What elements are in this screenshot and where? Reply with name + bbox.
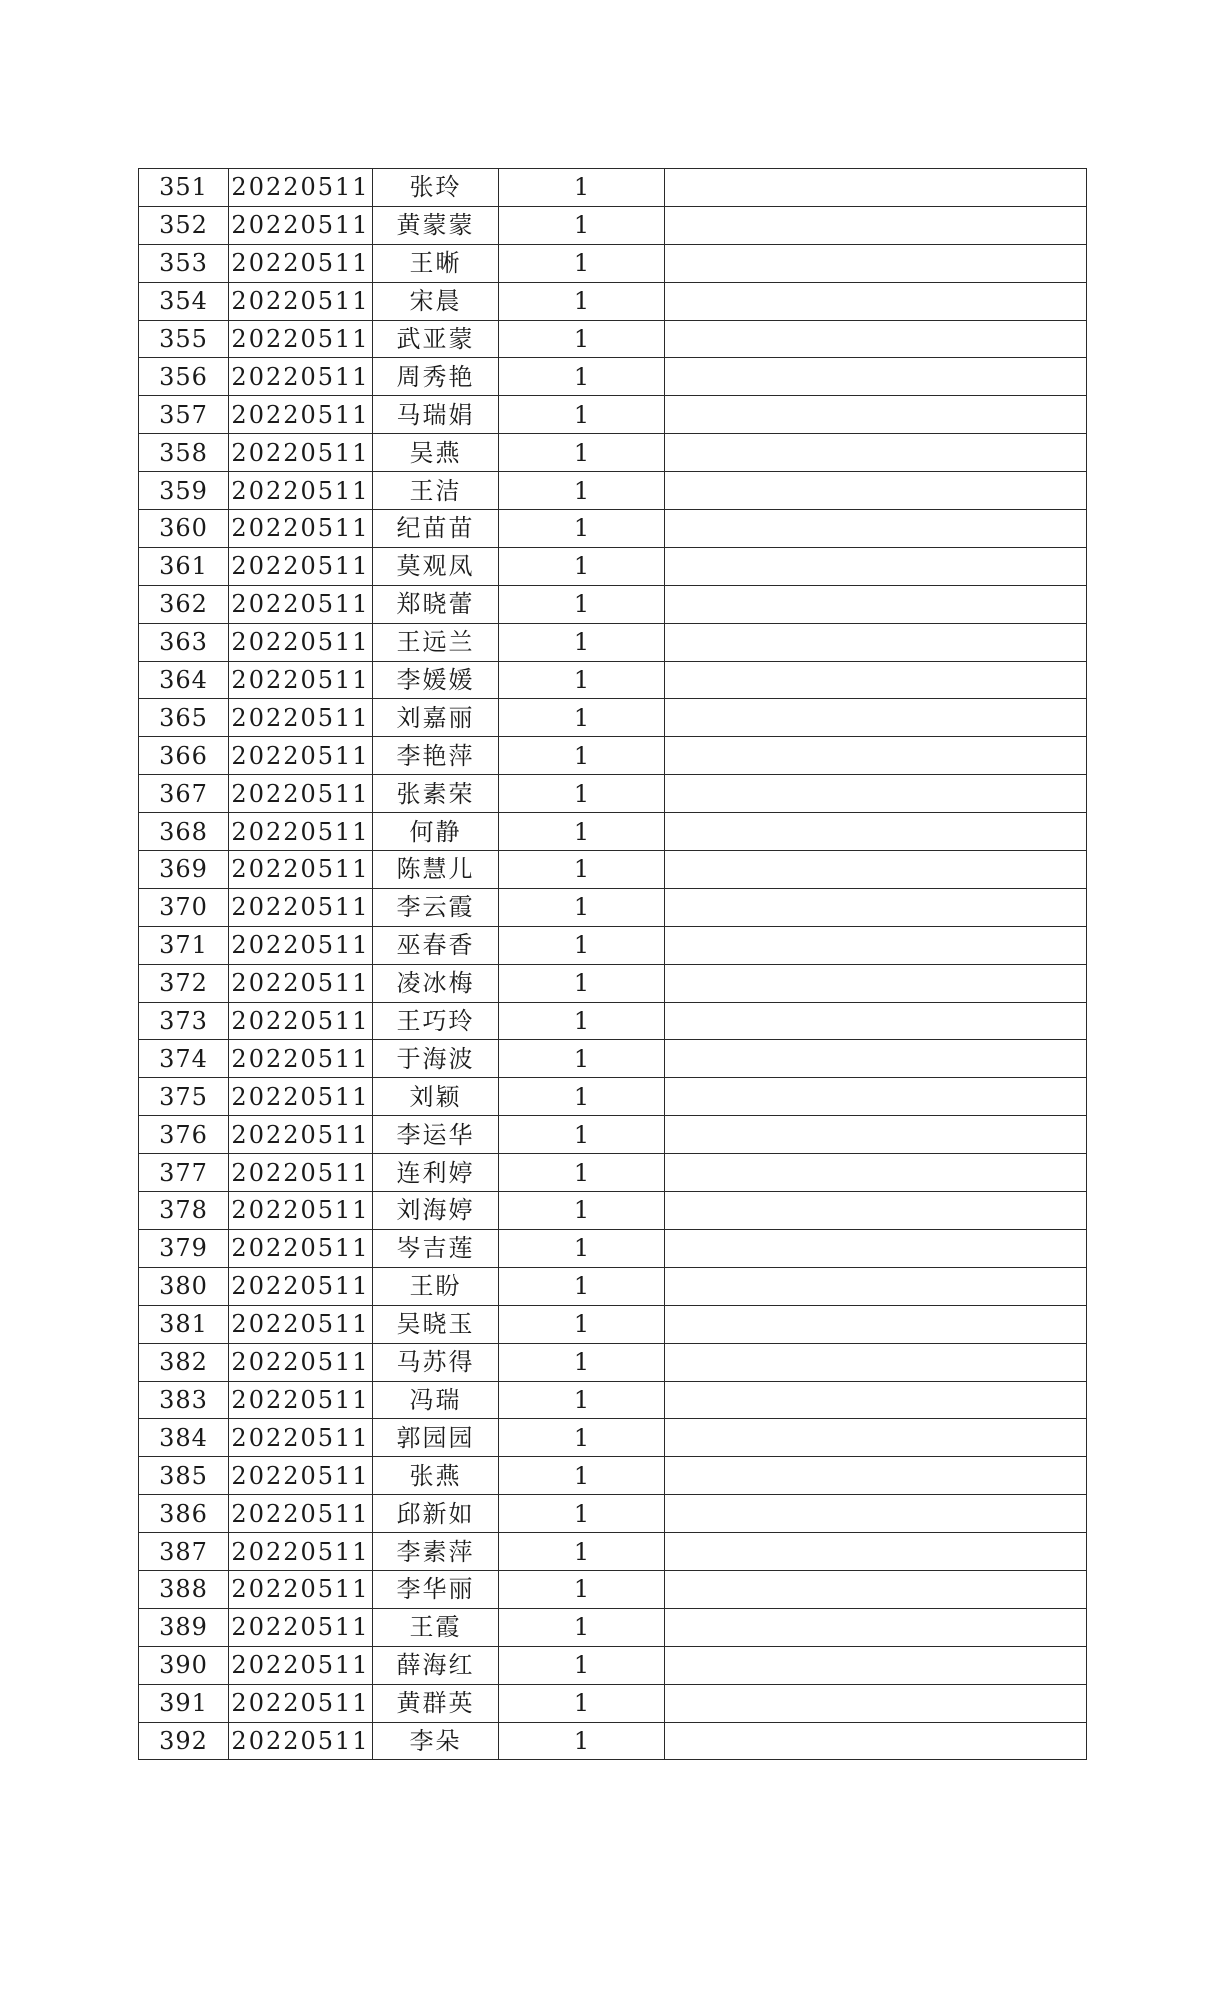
count-cell: 1 xyxy=(499,851,665,889)
person-name-cell: 薛海红 xyxy=(373,1646,499,1684)
batch-code-cell: 20220511 xyxy=(229,1078,373,1116)
row-number-cell: 382 xyxy=(139,1343,229,1381)
row-number-cell: 351 xyxy=(139,169,229,207)
note-cell xyxy=(665,244,1087,282)
row-number-cell: 363 xyxy=(139,623,229,661)
note-cell xyxy=(665,1040,1087,1078)
person-name-cell: 周秀艳 xyxy=(373,358,499,396)
count-cell: 1 xyxy=(499,206,665,244)
count-cell: 1 xyxy=(499,1343,665,1381)
count-cell: 1 xyxy=(499,699,665,737)
table-row xyxy=(139,964,1087,1002)
note-cell xyxy=(665,1078,1087,1116)
count-cell: 1 xyxy=(499,1608,665,1646)
batch-code-cell: 20220511 xyxy=(229,964,373,1002)
row-number-cell: 369 xyxy=(139,851,229,889)
table-row xyxy=(139,510,1087,548)
note-cell xyxy=(665,775,1087,813)
person-name-cell: 刘海婷 xyxy=(373,1192,499,1230)
note-cell xyxy=(665,661,1087,699)
note-cell xyxy=(665,1419,1087,1457)
table-row xyxy=(139,1608,1087,1646)
row-number-cell: 356 xyxy=(139,358,229,396)
batch-code-cell: 20220511 xyxy=(229,1229,373,1267)
row-number-cell: 391 xyxy=(139,1684,229,1722)
row-number-cell: 373 xyxy=(139,1002,229,1040)
batch-code-cell: 20220511 xyxy=(229,547,373,585)
table-row xyxy=(139,1570,1087,1608)
person-name-cell: 马苏得 xyxy=(373,1343,499,1381)
count-cell: 1 xyxy=(499,169,665,207)
count-cell: 1 xyxy=(499,1457,665,1495)
note-cell xyxy=(665,585,1087,623)
row-number-cell: 371 xyxy=(139,926,229,964)
person-name-cell: 李艳萍 xyxy=(373,737,499,775)
person-name-cell: 吴晓玉 xyxy=(373,1305,499,1343)
note-cell xyxy=(665,1305,1087,1343)
note-cell xyxy=(665,1684,1087,1722)
note-cell xyxy=(665,396,1087,434)
row-number-cell: 372 xyxy=(139,964,229,1002)
row-number-cell: 383 xyxy=(139,1381,229,1419)
note-cell xyxy=(665,1495,1087,1533)
note-cell xyxy=(665,1116,1087,1154)
person-name-cell: 莫观凤 xyxy=(373,547,499,585)
person-name-cell: 王盼 xyxy=(373,1267,499,1305)
batch-code-cell: 20220511 xyxy=(229,244,373,282)
batch-code-cell: 20220511 xyxy=(229,737,373,775)
count-cell: 1 xyxy=(499,1116,665,1154)
note-cell xyxy=(665,1570,1087,1608)
batch-code-cell: 20220511 xyxy=(229,888,373,926)
row-number-cell: 366 xyxy=(139,737,229,775)
row-number-cell: 353 xyxy=(139,244,229,282)
count-cell: 1 xyxy=(499,320,665,358)
batch-code-cell: 20220511 xyxy=(229,1684,373,1722)
table-row xyxy=(139,737,1087,775)
row-number-cell: 392 xyxy=(139,1722,229,1760)
note-cell xyxy=(665,547,1087,585)
row-number-cell: 386 xyxy=(139,1495,229,1533)
table-row xyxy=(139,775,1087,813)
note-cell xyxy=(665,1646,1087,1684)
table-row xyxy=(139,699,1087,737)
person-name-cell: 黄群英 xyxy=(373,1684,499,1722)
row-number-cell: 375 xyxy=(139,1078,229,1116)
note-cell xyxy=(665,1267,1087,1305)
roster-table xyxy=(138,168,1087,1760)
count-cell: 1 xyxy=(499,737,665,775)
note-cell xyxy=(665,434,1087,472)
person-name-cell: 马瑞娟 xyxy=(373,396,499,434)
note-cell xyxy=(665,851,1087,889)
person-name-cell: 刘颖 xyxy=(373,1078,499,1116)
note-cell xyxy=(665,1229,1087,1267)
person-name-cell: 黄蒙蒙 xyxy=(373,206,499,244)
person-name-cell: 宋晨 xyxy=(373,282,499,320)
person-name-cell: 岑吉莲 xyxy=(373,1229,499,1267)
note-cell xyxy=(665,320,1087,358)
table-row xyxy=(139,623,1087,661)
table-row xyxy=(139,888,1087,926)
note-cell xyxy=(665,699,1087,737)
batch-code-cell: 20220511 xyxy=(229,1305,373,1343)
batch-code-cell: 20220511 xyxy=(229,1116,373,1154)
count-cell: 1 xyxy=(499,358,665,396)
table-row xyxy=(139,1495,1087,1533)
person-name-cell: 王洁 xyxy=(373,472,499,510)
count-cell: 1 xyxy=(499,623,665,661)
count-cell: 1 xyxy=(499,1154,665,1192)
batch-code-cell: 20220511 xyxy=(229,358,373,396)
note-cell xyxy=(665,964,1087,1002)
count-cell: 1 xyxy=(499,661,665,699)
batch-code-cell: 20220511 xyxy=(229,282,373,320)
person-name-cell: 于海波 xyxy=(373,1040,499,1078)
note-cell xyxy=(665,1002,1087,1040)
table-row xyxy=(139,1154,1087,1192)
person-name-cell: 郑晓蕾 xyxy=(373,585,499,623)
count-cell: 1 xyxy=(499,1192,665,1230)
batch-code-cell: 20220511 xyxy=(229,1002,373,1040)
batch-code-cell: 20220511 xyxy=(229,169,373,207)
batch-code-cell: 20220511 xyxy=(229,585,373,623)
batch-code-cell: 20220511 xyxy=(229,1722,373,1760)
table-row xyxy=(139,282,1087,320)
row-number-cell: 354 xyxy=(139,282,229,320)
person-name-cell: 张玲 xyxy=(373,169,499,207)
person-name-cell: 李素萍 xyxy=(373,1533,499,1571)
table-row xyxy=(139,1192,1087,1230)
batch-code-cell: 20220511 xyxy=(229,1646,373,1684)
batch-code-cell: 20220511 xyxy=(229,623,373,661)
row-number-cell: 387 xyxy=(139,1533,229,1571)
table-row xyxy=(139,585,1087,623)
person-name-cell: 张燕 xyxy=(373,1457,499,1495)
row-number-cell: 378 xyxy=(139,1192,229,1230)
row-number-cell: 365 xyxy=(139,699,229,737)
person-name-cell: 王霞 xyxy=(373,1608,499,1646)
table-row xyxy=(139,320,1087,358)
note-cell xyxy=(665,472,1087,510)
count-cell: 1 xyxy=(499,1646,665,1684)
batch-code-cell: 20220511 xyxy=(229,510,373,548)
batch-code-cell: 20220511 xyxy=(229,851,373,889)
batch-code-cell: 20220511 xyxy=(229,472,373,510)
row-number-cell: 355 xyxy=(139,320,229,358)
count-cell: 1 xyxy=(499,1078,665,1116)
note-cell xyxy=(665,623,1087,661)
person-name-cell: 刘嘉丽 xyxy=(373,699,499,737)
count-cell: 1 xyxy=(499,282,665,320)
person-name-cell: 王巧玲 xyxy=(373,1002,499,1040)
count-cell: 1 xyxy=(499,926,665,964)
note-cell xyxy=(665,926,1087,964)
batch-code-cell: 20220511 xyxy=(229,699,373,737)
note-cell xyxy=(665,1381,1087,1419)
row-number-cell: 357 xyxy=(139,396,229,434)
count-cell: 1 xyxy=(499,1684,665,1722)
person-name-cell: 王远兰 xyxy=(373,623,499,661)
count-cell: 1 xyxy=(499,1570,665,1608)
batch-code-cell: 20220511 xyxy=(229,1192,373,1230)
table-row xyxy=(139,358,1087,396)
table-row xyxy=(139,472,1087,510)
row-number-cell: 388 xyxy=(139,1570,229,1608)
batch-code-cell: 20220511 xyxy=(229,396,373,434)
table-row xyxy=(139,1305,1087,1343)
count-cell: 1 xyxy=(499,1040,665,1078)
row-number-cell: 362 xyxy=(139,585,229,623)
row-number-cell: 360 xyxy=(139,510,229,548)
table-row xyxy=(139,1722,1087,1760)
note-cell xyxy=(665,1533,1087,1571)
person-name-cell: 纪苗苗 xyxy=(373,510,499,548)
row-number-cell: 370 xyxy=(139,888,229,926)
row-number-cell: 377 xyxy=(139,1154,229,1192)
count-cell: 1 xyxy=(499,1495,665,1533)
count-cell: 1 xyxy=(499,1305,665,1343)
batch-code-cell: 20220511 xyxy=(229,1040,373,1078)
table-row xyxy=(139,1381,1087,1419)
table-row xyxy=(139,1040,1087,1078)
person-name-cell: 张素荣 xyxy=(373,775,499,813)
person-name-cell: 郭园园 xyxy=(373,1419,499,1457)
note-cell xyxy=(665,1608,1087,1646)
table-row xyxy=(139,661,1087,699)
count-cell: 1 xyxy=(499,964,665,1002)
row-number-cell: 358 xyxy=(139,434,229,472)
count-cell: 1 xyxy=(499,1419,665,1457)
person-name-cell: 武亚蒙 xyxy=(373,320,499,358)
note-cell xyxy=(665,1457,1087,1495)
row-number-cell: 364 xyxy=(139,661,229,699)
count-cell: 1 xyxy=(499,775,665,813)
count-cell: 1 xyxy=(499,1267,665,1305)
table-row xyxy=(139,1229,1087,1267)
row-number-cell: 389 xyxy=(139,1608,229,1646)
count-cell: 1 xyxy=(499,813,665,851)
batch-code-cell: 20220511 xyxy=(229,926,373,964)
table-row xyxy=(139,169,1087,207)
note-cell xyxy=(665,206,1087,244)
count-cell: 1 xyxy=(499,888,665,926)
row-number-cell: 380 xyxy=(139,1267,229,1305)
table-row xyxy=(139,1343,1087,1381)
row-number-cell: 385 xyxy=(139,1457,229,1495)
person-name-cell: 吴燕 xyxy=(373,434,499,472)
row-number-cell: 367 xyxy=(139,775,229,813)
batch-code-cell: 20220511 xyxy=(229,434,373,472)
table-row xyxy=(139,396,1087,434)
table-row xyxy=(139,1533,1087,1571)
person-name-cell: 凌冰梅 xyxy=(373,964,499,1002)
note-cell xyxy=(665,510,1087,548)
table-row xyxy=(139,244,1087,282)
table-row xyxy=(139,547,1087,585)
person-name-cell: 李朵 xyxy=(373,1722,499,1760)
batch-code-cell: 20220511 xyxy=(229,1419,373,1457)
batch-code-cell: 20220511 xyxy=(229,1343,373,1381)
person-name-cell: 李云霞 xyxy=(373,888,499,926)
person-name-cell: 冯瑞 xyxy=(373,1381,499,1419)
person-name-cell: 何静 xyxy=(373,813,499,851)
batch-code-cell: 20220511 xyxy=(229,1154,373,1192)
batch-code-cell: 20220511 xyxy=(229,1457,373,1495)
batch-code-cell: 20220511 xyxy=(229,1570,373,1608)
table-row xyxy=(139,434,1087,472)
row-number-cell: 352 xyxy=(139,206,229,244)
row-number-cell: 376 xyxy=(139,1116,229,1154)
person-name-cell: 连利婷 xyxy=(373,1154,499,1192)
count-cell: 1 xyxy=(499,434,665,472)
note-cell xyxy=(665,813,1087,851)
batch-code-cell: 20220511 xyxy=(229,206,373,244)
count-cell: 1 xyxy=(499,244,665,282)
batch-code-cell: 20220511 xyxy=(229,1533,373,1571)
note-cell xyxy=(665,1343,1087,1381)
table-row xyxy=(139,1646,1087,1684)
row-number-cell: 381 xyxy=(139,1305,229,1343)
count-cell: 1 xyxy=(499,1533,665,1571)
note-cell xyxy=(665,737,1087,775)
roster-table-body xyxy=(139,169,1087,1760)
count-cell: 1 xyxy=(499,1381,665,1419)
count-cell: 1 xyxy=(499,472,665,510)
table-row xyxy=(139,1116,1087,1154)
batch-code-cell: 20220511 xyxy=(229,661,373,699)
batch-code-cell: 20220511 xyxy=(229,320,373,358)
person-name-cell: 李华丽 xyxy=(373,1570,499,1608)
row-number-cell: 390 xyxy=(139,1646,229,1684)
count-cell: 1 xyxy=(499,585,665,623)
table-row xyxy=(139,1419,1087,1457)
person-name-cell: 李运华 xyxy=(373,1116,499,1154)
row-number-cell: 359 xyxy=(139,472,229,510)
count-cell: 1 xyxy=(499,1002,665,1040)
note-cell xyxy=(665,888,1087,926)
table-row xyxy=(139,1267,1087,1305)
person-name-cell: 巫春香 xyxy=(373,926,499,964)
count-cell: 1 xyxy=(499,547,665,585)
row-number-cell: 384 xyxy=(139,1419,229,1457)
note-cell xyxy=(665,282,1087,320)
count-cell: 1 xyxy=(499,1722,665,1760)
batch-code-cell: 20220511 xyxy=(229,775,373,813)
table-row xyxy=(139,1684,1087,1722)
batch-code-cell: 20220511 xyxy=(229,813,373,851)
row-number-cell: 374 xyxy=(139,1040,229,1078)
person-name-cell: 王晰 xyxy=(373,244,499,282)
count-cell: 1 xyxy=(499,396,665,434)
count-cell: 1 xyxy=(499,1229,665,1267)
note-cell xyxy=(665,358,1087,396)
table-row xyxy=(139,813,1087,851)
table-row xyxy=(139,206,1087,244)
table-row xyxy=(139,1078,1087,1116)
batch-code-cell: 20220511 xyxy=(229,1381,373,1419)
person-name-cell: 邱新如 xyxy=(373,1495,499,1533)
note-cell xyxy=(665,1154,1087,1192)
batch-code-cell: 20220511 xyxy=(229,1608,373,1646)
batch-code-cell: 20220511 xyxy=(229,1495,373,1533)
row-number-cell: 368 xyxy=(139,813,229,851)
row-number-cell: 361 xyxy=(139,547,229,585)
person-name-cell: 李媛媛 xyxy=(373,661,499,699)
table-row xyxy=(139,1457,1087,1495)
count-cell: 1 xyxy=(499,510,665,548)
table-row xyxy=(139,851,1087,889)
note-cell xyxy=(665,169,1087,207)
person-name-cell: 陈慧儿 xyxy=(373,851,499,889)
note-cell xyxy=(665,1192,1087,1230)
batch-code-cell: 20220511 xyxy=(229,1267,373,1305)
table-row xyxy=(139,926,1087,964)
table-row xyxy=(139,1002,1087,1040)
row-number-cell: 379 xyxy=(139,1229,229,1267)
note-cell xyxy=(665,1722,1087,1760)
